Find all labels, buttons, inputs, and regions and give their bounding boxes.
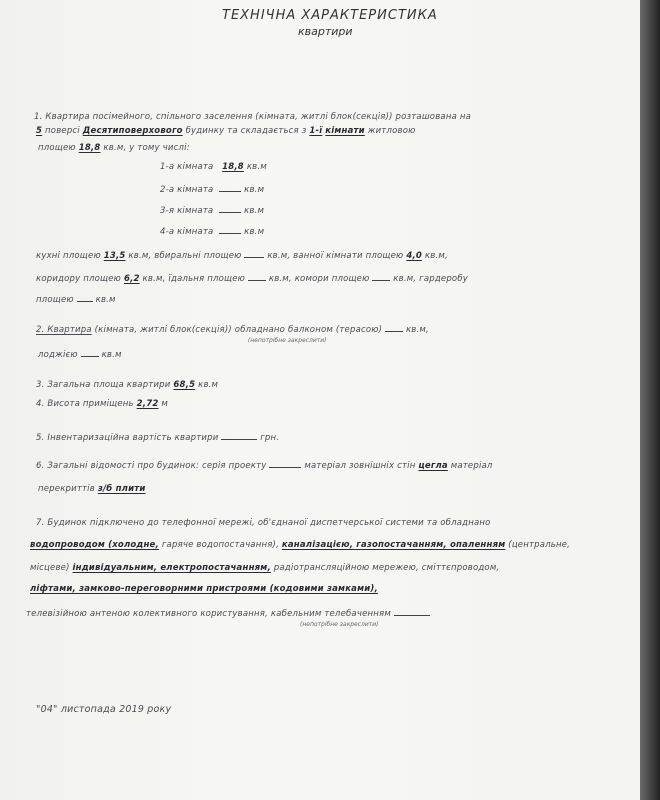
section-7-line-5: телевізійною антеною колективного користування, кабельним телебаченням bbox=[26, 607, 430, 619]
corridor-line: коридору площею 6,2 кв.м, їдальня площею кв.м, комори площею кв.м, гардеробу bbox=[36, 274, 469, 284]
floor-value: 5 bbox=[36, 126, 43, 136]
section-7-line-1: 7. Будинок підключено до телефонної мережі, об'єднаної диспетчерської системи та обладнано bbox=[36, 518, 491, 528]
rooms-count-value: 1-ї bbox=[309, 126, 323, 136]
room-1-row: 1-а кімната 18,8 кв.м bbox=[160, 162, 267, 172]
document-subtitle: квартири bbox=[298, 25, 353, 38]
room-4-row: 4-а кімната кв.м bbox=[160, 227, 265, 237]
inventory-value-line: 5. Інвентаризаційна вартість квартири грн. bbox=[36, 433, 280, 443]
room-3-row: 3-я кімната кв.м bbox=[160, 206, 265, 216]
section-2-note: (непотрібне закреслити) bbox=[248, 337, 327, 344]
document-date: "04" листопада 2019 року bbox=[36, 704, 172, 715]
section-2-line-2: лоджією кв.м bbox=[38, 350, 122, 360]
section-7-line-4: ліфтами, замково-переговорними пристроями (кодовими замками), bbox=[30, 584, 378, 594]
bathroom-area: 4,0 bbox=[406, 251, 422, 261]
section-7-note: (непотрібне закреслити) bbox=[300, 621, 379, 628]
total-area-value: 68,5 bbox=[173, 380, 196, 390]
section-1-line-1: 1. Квартира посімейного, спільного заселення (кімната, житлі блок(секція)) розташована на bbox=[34, 112, 472, 122]
section-7-line-3: місцеве) індивідуальним, електропостачанням, радіотрансляційною мережею, сміттєпроводом, bbox=[30, 563, 500, 573]
ceiling-height-line: 4. Висота приміщень 2,72 м bbox=[36, 399, 168, 409]
section-2-line-1: 2. Квартира (кімната, житлі блок(секція)) обладнано балконом (терасою) кв.м, bbox=[36, 325, 429, 335]
section-1-line-3: площею 18,8 кв.м, у тому числі: bbox=[38, 143, 190, 153]
section-1-line-2: 5 поверсі Десятиповерхового будинку та складається з 1-ї кімнати житловою bbox=[36, 126, 416, 136]
section-7-line-2: водопроводом (холодне, гаряче водопостачання), каналізацією, газопостачанням, опаленням (центральне, bbox=[30, 540, 571, 550]
room-1-area: 18,8 bbox=[222, 162, 244, 172]
building-floors-value: Десятиповерхового bbox=[82, 126, 183, 136]
ceiling-height-value: 2,72 bbox=[136, 399, 159, 409]
kitchen-line: кухні площею 13,5 кв.м, вбиральні площею кв.м, ванної кімнати площею 4,0 кв.м, bbox=[36, 251, 448, 261]
living-area-value: 18,8 bbox=[78, 143, 101, 153]
building-info-line-1: 6. Загальні відомості про будинок: серія проекту матеріал зовнішніх стін цегла матеріал bbox=[36, 461, 493, 471]
floor-material-value: з/б плити bbox=[97, 484, 146, 494]
corridor-area: 6,2 bbox=[123, 274, 140, 284]
document-title: ТЕХНІЧНА ХАРАКТЕРИСТИКА bbox=[222, 8, 438, 23]
total-area-line: 3. Загальна площа квартири 68,5 кв.м bbox=[36, 380, 219, 390]
wardrobe-line: площею кв.м bbox=[36, 295, 116, 305]
room-2-row: 2-а кімната кв.м bbox=[160, 185, 265, 195]
kitchen-area: 13,5 bbox=[103, 251, 126, 261]
background-edge bbox=[640, 0, 660, 800]
building-info-line-2: перекриттів з/б плити bbox=[38, 484, 146, 494]
wall-material-value: цегла bbox=[418, 461, 448, 471]
